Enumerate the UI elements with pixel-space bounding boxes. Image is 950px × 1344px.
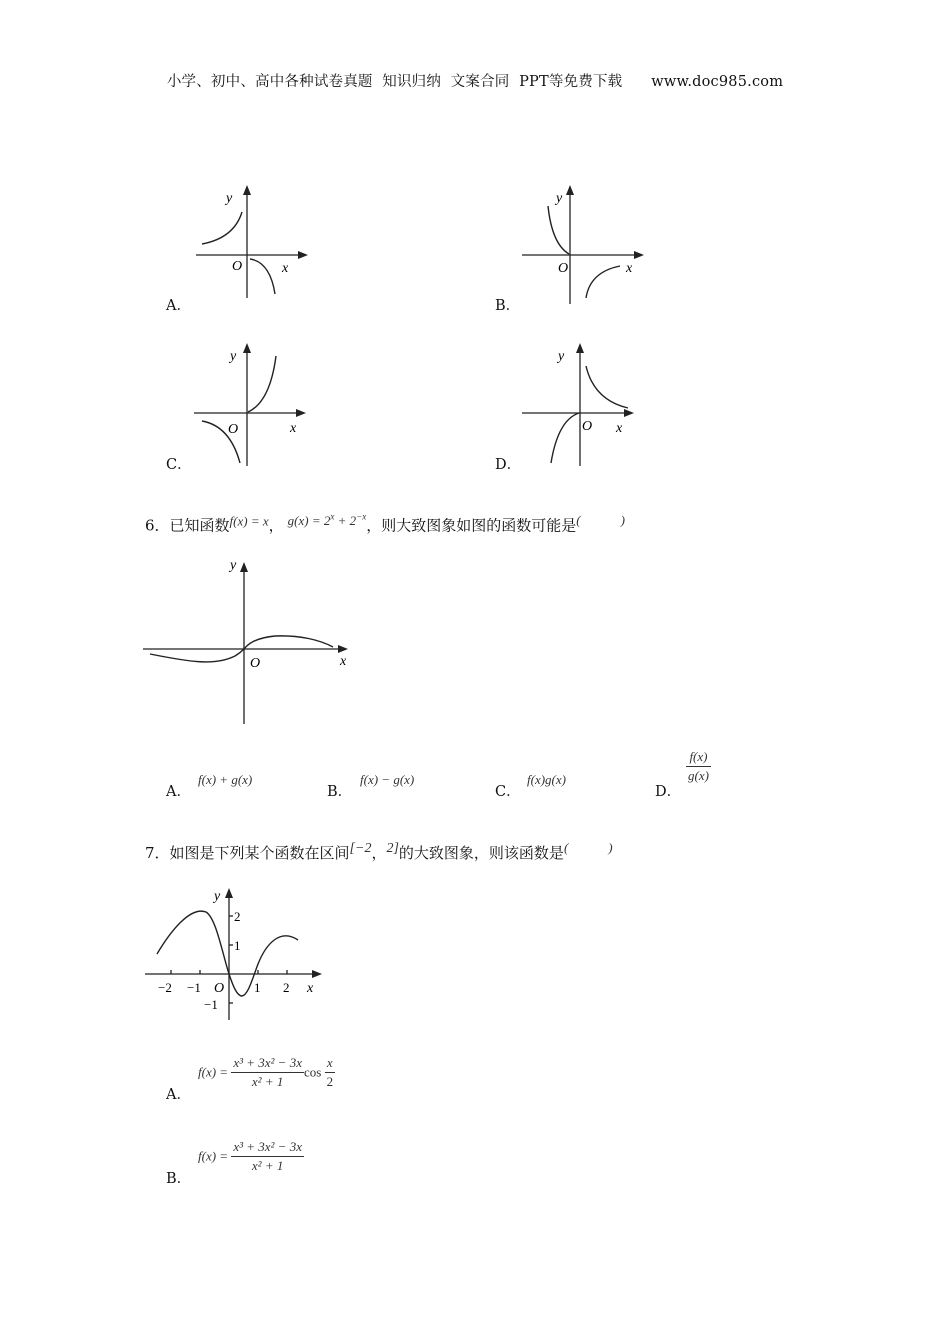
q7-interval-comma: ， — [371, 844, 387, 862]
q6-paren-close: ) — [620, 512, 625, 528]
origin-label: O — [228, 422, 239, 437]
x-axis-arrow — [296, 409, 306, 417]
q6-g-def: $g(x) = 2^x + 2^{-x}$ — [287, 512, 367, 529]
curve-left — [548, 206, 569, 254]
q6-option-d-expr: $\frac{f(x)}{g(x)}$ — [688, 749, 709, 783]
q6-f-def: f(x) = x — [229, 513, 269, 529]
q7-paren-open: ( — [563, 840, 569, 855]
y-axis-arrow — [240, 562, 248, 572]
q6-stem-prefix: 6．已知函数 — [145, 516, 230, 535]
function-curve — [157, 911, 298, 996]
origin-label: O — [558, 261, 569, 276]
q5-option-d-label: D． — [495, 457, 522, 473]
y-axis-arrow — [576, 343, 584, 353]
q6-option-b-label: B． — [327, 784, 353, 800]
q6-stem-suffix: ，则大致图象如图的函数可能是 — [366, 516, 577, 535]
q7-interval-left: [−2 — [349, 841, 372, 856]
curve-left — [202, 212, 242, 244]
y-axis-arrow — [566, 185, 574, 195]
x-axis-arrow — [312, 970, 322, 978]
curve-right — [586, 266, 620, 298]
q6-paren-open: ( — [576, 512, 581, 528]
origin-label: O — [250, 656, 261, 671]
q7-option-b-label: B． — [166, 1171, 192, 1187]
y-tick-label-neg1: −1 — [204, 997, 218, 1012]
origin-label: O — [582, 419, 593, 434]
q6-option-d-label: D． — [655, 784, 682, 800]
q7-interval-right: 2] — [386, 841, 399, 856]
q6-option-a-expr: f(x) + g(x) — [198, 772, 253, 787]
page-header: 小学、初中、高中各种试卷真题 知识归纳 文案合同 PPT等免费下载 www.doc985.com — [166, 74, 784, 90]
q5-graph-d — [518, 338, 648, 468]
origin-label: O — [232, 259, 243, 274]
y-axis-arrow — [243, 185, 251, 195]
q7-option-b-expr: f(x) = $\frac{\text{x³ + 3x² − 3x}}{\text{x² + 1}}$ — [198, 1139, 302, 1173]
y-axis-arrow — [225, 888, 233, 898]
q6-option-b-expr: f(x) − g(x) — [360, 772, 415, 787]
q5-graph-b — [518, 180, 653, 305]
y-tick-label-1: 1 — [234, 938, 241, 953]
y-label: y — [230, 558, 237, 573]
q7-stem — [145, 840, 613, 863]
y-label: y — [214, 889, 221, 904]
q6-option-c-expr: f(x)g(x) — [527, 772, 566, 787]
x-axis-arrow — [298, 251, 308, 259]
q6-option-a-label: A． — [166, 784, 191, 800]
q6-graph — [140, 552, 365, 732]
x-label: x — [340, 654, 347, 669]
curve-right — [250, 259, 275, 294]
y-label: y — [556, 191, 563, 206]
x-tick-label-neg1: −1 — [187, 980, 201, 995]
x-tick-label-2: 2 — [283, 980, 290, 995]
q7-option-a-expr: f(x) = $\frac{\text{x³ + 3x² − 3x}}{\text{x² + 1}}$ cos $\frac{x}{2}$ — [198, 1055, 334, 1089]
curve-right — [586, 366, 628, 408]
x-axis-arrow — [624, 409, 634, 417]
q7-stem-suffix: 的大致图象，则该函数是 — [398, 844, 564, 862]
y-label: y — [230, 349, 237, 364]
x-label: x — [290, 421, 297, 436]
x-axis-arrow — [634, 251, 644, 259]
q6-option-c-label: C． — [495, 784, 521, 800]
y-axis-arrow — [243, 343, 251, 353]
q5-option-b-label: B． — [495, 298, 521, 314]
y-label: y — [226, 191, 233, 206]
x-tick-label-1: 1 — [254, 980, 261, 995]
q7-stem-prefix: 7．如图是下列某个函数在区间 — [145, 844, 350, 862]
x-label: x — [282, 261, 289, 276]
q5-graph-a — [190, 180, 320, 300]
q6-comma: ， — [268, 516, 284, 535]
q7-paren-close: ) — [608, 840, 613, 855]
x-label: x — [626, 261, 633, 276]
y-label: y — [558, 349, 565, 364]
q6-stem — [145, 512, 625, 535]
curve-left — [551, 413, 579, 463]
y-tick-label-2: 2 — [234, 909, 241, 924]
q5-option-a-label: A． — [166, 298, 191, 314]
x-tick-label-neg2: −2 — [158, 980, 172, 995]
q7-option-a-label: A． — [166, 1087, 191, 1103]
curve-right — [248, 356, 276, 412]
x-label: x — [616, 421, 623, 436]
q5-option-c-label: C． — [166, 457, 192, 473]
origin-label: O — [214, 981, 225, 996]
q5-graph-c — [190, 338, 320, 468]
x-label: x — [307, 981, 314, 996]
q7-graph — [140, 882, 340, 1027]
x-axis-arrow — [338, 645, 348, 653]
